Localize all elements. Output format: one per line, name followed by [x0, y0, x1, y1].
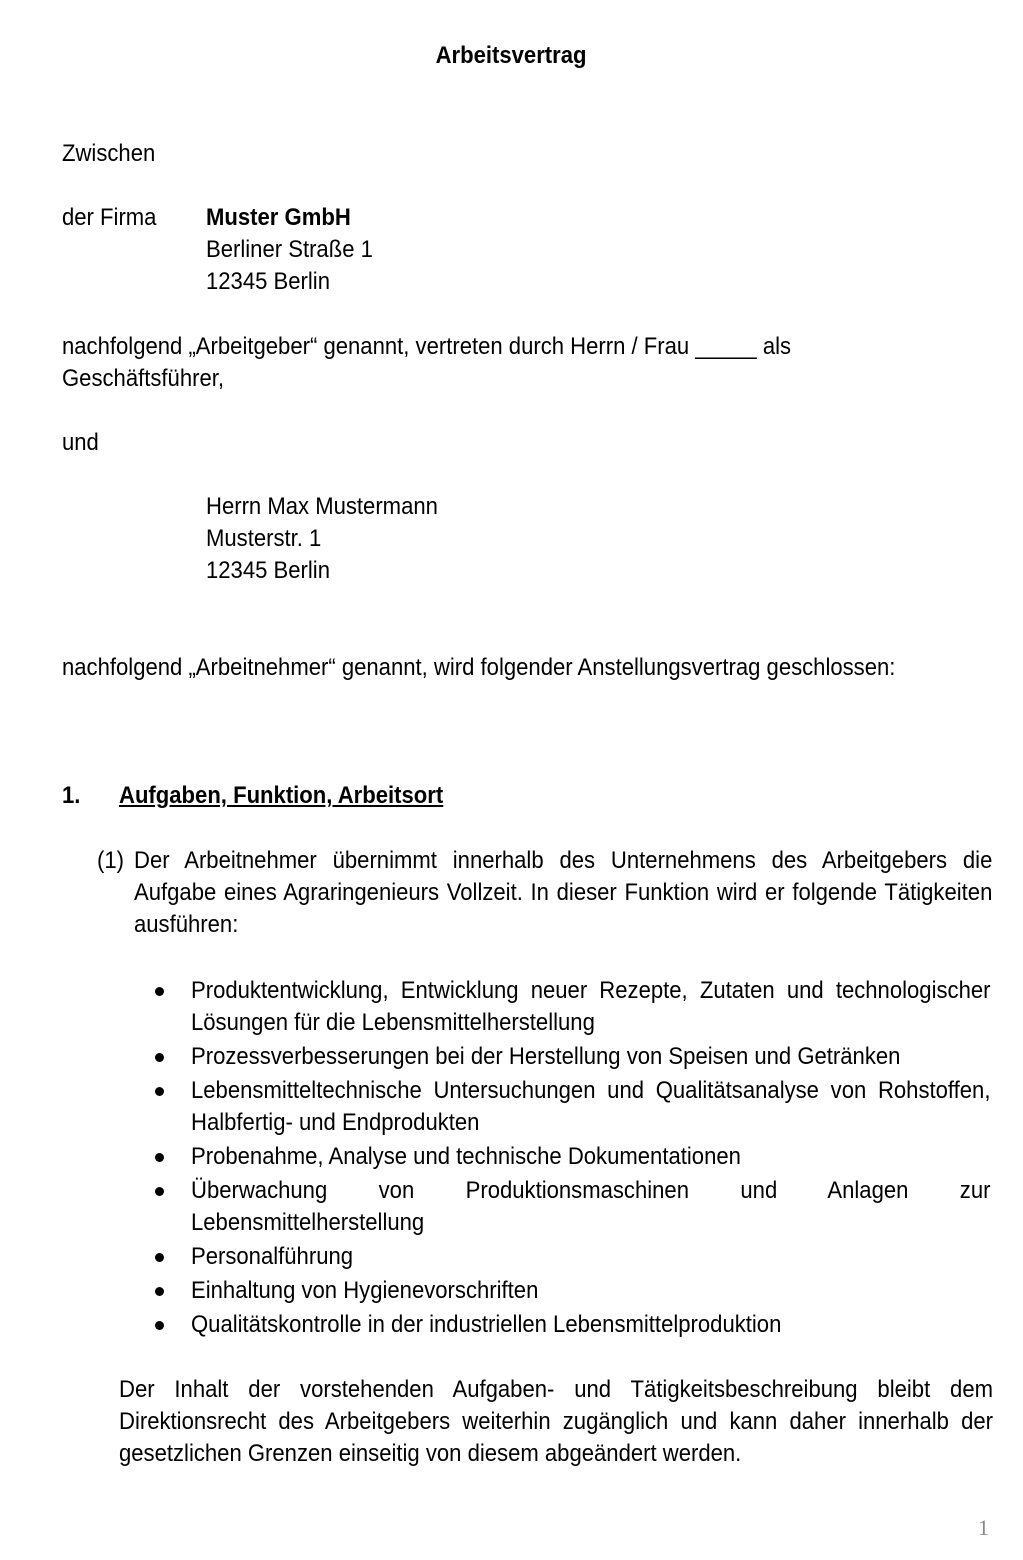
list-item [150, 1275, 1023, 1307]
bullet-icon [155, 1087, 164, 1096]
list-item [150, 1041, 1023, 1073]
bullet-icon [155, 1153, 164, 1162]
bullet-icon [155, 1321, 164, 1330]
task-text: Qualitätskontrolle in der industriellen Lebensmittelproduktion [191, 1311, 782, 1338]
document-title: Arbeitsvertrag [436, 42, 587, 69]
employer-name: Muster GmbH [206, 204, 351, 231]
employer-label: der Firma [62, 204, 157, 231]
list-item [150, 1175, 1023, 1239]
conjunction-text: und [62, 429, 99, 456]
task-text: Probenahme, Analyse und technische Dokumentationen [191, 1143, 741, 1170]
task-text: Lebensmitteltechnische Untersuchungen und Qualitätsanalyse von Rohstoffen, Halbfertig- und Endprodukten [191, 1077, 991, 1136]
task-text: Personalführung [191, 1243, 354, 1270]
bullet-icon [155, 1053, 164, 1062]
page-number: 1 [978, 1515, 989, 1540]
bullet-icon [155, 1287, 164, 1296]
employee-street: Musterstr. 1 [206, 525, 322, 552]
employer-designation-line1: nachfolgend „Arbeitgeber“ genannt, vertreten durch Herrn / Frau _____ als [62, 333, 792, 360]
list-item [150, 1309, 1023, 1341]
list-item [150, 975, 1023, 1039]
employer-street: Berliner Straße 1 [206, 236, 373, 263]
task-list [150, 975, 1023, 1341]
task-text: Produktentwicklung, Entwicklung neuer Rezepte, Zutaten und technologischer Lösungen für die Lebensmittelherstellung [191, 977, 991, 1036]
employer-designation-line2: Geschäftsführer, [62, 365, 225, 392]
section-number: 1. [62, 782, 81, 809]
employer-city: 12345 Berlin [206, 268, 330, 295]
employee-name: Herrn Max Mustermann [206, 493, 438, 520]
paragraph-text: Der Arbeitnehmer übernimmt innerhalb des Unternehmens des Arbeitgebers die Aufgabe eines Agraringenieurs Vollzeit. In dieser Funktion wird er folgende Tätigkeiten ausführen: [134, 847, 993, 938]
list-item [150, 1141, 1023, 1173]
closing-paragraph: Der Inhalt der vorstehenden Aufgaben- und Tätigkeitsbeschreibung bleibt dem Direktionsrecht des Arbeitgebers weiterhin zugänglich und kann daher innerhalb der gesetzlichen Grenzen einseitig von diesem abgeändert werden. [119, 1376, 993, 1467]
section-title: Aufgaben, Funktion, Arbeitsort [119, 782, 444, 809]
employee-designation: nachfolgend „Arbeitnehmer“ genannt, wird folgender Anstellungsvertrag geschlossen: [62, 654, 896, 681]
intro-text: Zwischen [62, 140, 156, 167]
list-item [150, 1241, 1023, 1273]
bullet-icon [155, 1187, 164, 1196]
task-text: Einhaltung von Hygienevorschriften [191, 1277, 539, 1304]
task-text: Prozessverbesserungen bei der Herstellung von Speisen und Getränken [191, 1043, 901, 1070]
paragraph-number: (1) [97, 847, 124, 874]
bullet-icon [155, 1253, 164, 1262]
task-text: Überwachung von Produktionsmaschinen und Anlagen zur Lebensmittelherstellung [191, 1177, 991, 1236]
list-item [150, 1075, 1023, 1139]
bullet-icon [155, 987, 164, 996]
employee-city: 12345 Berlin [206, 557, 330, 584]
